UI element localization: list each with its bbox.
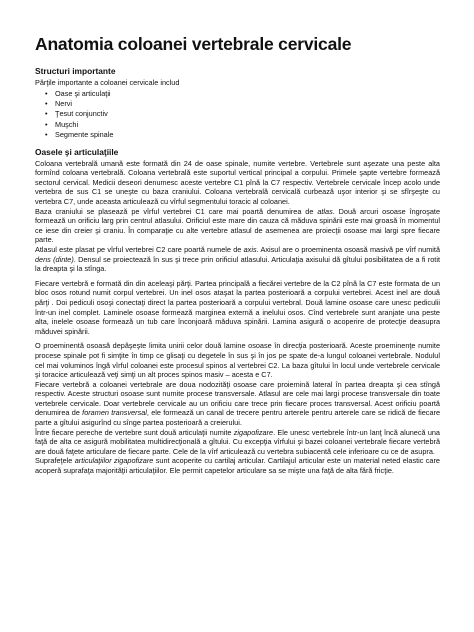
section-heading-bones: Oasele şi articulaţiile bbox=[35, 146, 119, 157]
text-run: . Două arcuri osoase îngroşate formează un orificiu larg prin centrul atlasului. Orificiul este mare din cauza că măduva spinării este mai groasă în momentul ce iese din creier şi craniu. În comparaţie cu alte vertebre atlasul de asemenea are proiecţii osoase mai largi spre fiecare parte. bbox=[35, 206, 441, 245]
list-item: • Oase şi articulaţii bbox=[45, 89, 440, 99]
structures-list bbox=[35, 89, 440, 141]
list-item: • Nervi bbox=[45, 99, 440, 109]
text-run: Baza craniului se plasează pe vîrful vertebrei C1 care mai poartă denumirea de bbox=[35, 206, 318, 216]
text-run: . Ele unesc vertebrele într-un lanţ încă alunecă una faţă de alta ce asigură mobilitatea multidirecţională a gîtului. Cu excepţia vîrfului şi bazei coloanei vertebrale fiecare vertebră are două faţete articulare de fiecare parte. Cele de la vîrf articulează cu vertebra subiacentă cele inferioare cu ce de asupra. bbox=[35, 427, 440, 456]
text-run: , ele formează un canal de trecere pentru arterele pentru arterele care se ridică de fiecare parte a gîtului asigurînd cu sînge partea posterioară a creierului. bbox=[35, 408, 440, 428]
paragraph bbox=[35, 380, 440, 428]
paragraph bbox=[35, 428, 440, 457]
term: atlas bbox=[317, 206, 333, 216]
text-run: Între fiecare pereche de vertebre sunt două articulaţii numite bbox=[35, 427, 234, 437]
paragraph: O proeminentă osoasă depăşeşte limita unirii celor două lamine osoase în direcţia posterioară. Aceste proeminenţe numite procese spinale pot fi simţite în timp ce glisaţi cu degetele în sus şi în jos pe spate de-a lungul coloanei vertebrale. Nodulul cel mai voluminos îngă vîrful coloanei este procesul spinos al vertebrei C2. La baza gîtului în locul unde vertebrele cervicale şi toracice articulează veţi simţi un alt proces spinos masiv – acesta e C7. bbox=[35, 341, 440, 380]
text-run: . Densul se proiectează în sus şi trece prin orificiul atlasului. Articulaţia axisului dă gîtului posibilitatea de a fi rotit la dreapta şi la stînga. bbox=[35, 254, 440, 274]
term: zigapofizare bbox=[233, 427, 274, 437]
paragraph bbox=[35, 207, 440, 245]
list-item: • Segmente spinale bbox=[45, 130, 440, 140]
term: foramen transversal bbox=[82, 408, 147, 418]
term: dens (dinte) bbox=[35, 254, 74, 264]
term: articulaţiilor zigapofizare bbox=[74, 456, 154, 466]
text-run: Fiecare vertebră a coloanei vertebrale are doua nodozităţi osoase care proiemină lateral în partea dreapta şi cea stîngă respectiv. Aceste structuri osoase sunt numite procese transversale. Atlasul are cele mai largi procese transversale din toate vertebrele cervicale. Doar vertebrele cervicale au un orificiu care trece prin fiecare proces transversal. Acest orificiu poartă denumirea de bbox=[35, 379, 440, 418]
section-heading-structures: Structuri importante bbox=[35, 66, 116, 76]
section-intro: Părţile importante a coloanei cervicale includ bbox=[35, 78, 180, 87]
list-item: • Ţesut conjunctiv bbox=[45, 109, 440, 119]
paragraph bbox=[35, 245, 440, 274]
term: axis bbox=[243, 244, 257, 254]
paragraph: Coloana vertebrală umană este formată din 24 de oase spinale, numite vertebre. Vertebrele sunt aşezate una peste alta formînd coloana vertebrală. Coloana vertebrală este suportul vertical principal a corpului. Primele şapte vertebre formează sectorul cervical. Medicii deseori denumesc aceste vertebre C1 pînă la C7 respectiv. Vertebrele cervicale încep acolo unde vertebra de sus C1 se uneşte cu baza craniului. Coloana vertebrală cervicală curbează uşor interior şi se sfîrşeşte cu vertebra C7, unde aceasta articulează cu vîrful segmentului toracic al coloanei. bbox=[35, 158, 440, 206]
paragraph: Fiecare vertebră e formată din din aceleaşi părţi. Partea principală a fiecărei vertebre de la C2 pînă la C7 este formata de un bloc osos rotund numit corpul vertebrei. Un inel osos ataşat la partea posterioară a corpului vertebrei. Acest inel are două părţi . Doi pediculi osoşi conectaţi direct la partea posterioară a corpului vertebral. Două lamine osoase care unesc pediculii într-un inel complet. Laminele osoase formează marginea externă a inelului osos. Cînd vertebrele sunt aranjate una peste alta, inelele osoase formează un tub care înconjoară măduva spinării. Lamina asigură o acoperire de protecţie deasupra măduvei spinării. bbox=[35, 278, 440, 336]
text-run: Atlasul este plasat pe vîrful vertebrei C2 care poartă numele de bbox=[35, 244, 244, 254]
paragraph bbox=[35, 456, 440, 475]
text-run: Suprafeţele bbox=[35, 456, 75, 466]
list-item: • Muşchi bbox=[45, 120, 440, 130]
document-title: Anatomia coloanei vertebrale cervicale bbox=[35, 34, 352, 54]
text-run: sunt acoperite cu cartilaj articular. Cartilajul articular este un material neted elastic care acoperă suprafaţa majorităţii articulaţiilor. Ele permit capetelor articulare sa se mişte una faţă de alta fără fricţie. bbox=[35, 456, 440, 476]
text-run: . Axisul are o proeminenta osoasă masivă pe vîrf numită bbox=[256, 244, 441, 254]
